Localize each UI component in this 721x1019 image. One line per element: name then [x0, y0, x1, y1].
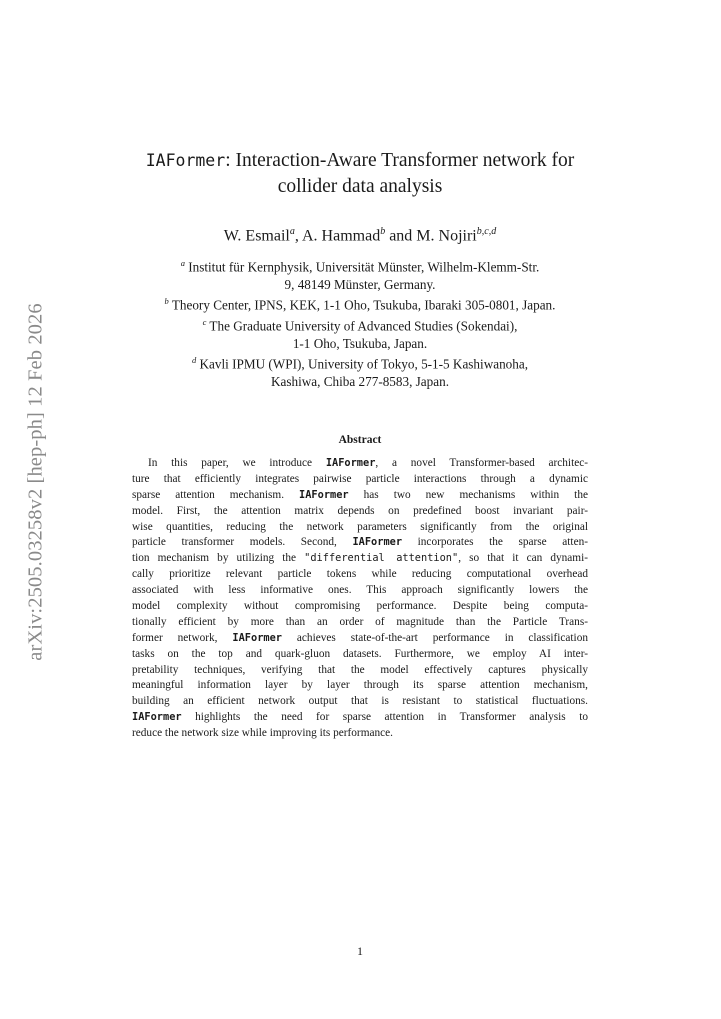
- affiliation-list: [100, 255, 620, 390]
- abstract-line: cally prioritize relevant particle tokens while reducing computational overhead: [132, 568, 588, 581]
- affiliation-c-cont: 1-1 Oho, Tsukuba, Japan.: [292, 335, 428, 351]
- abstract-line: model. First, the attention matrix depends on predefined boost invariant pair-: [132, 504, 588, 517]
- author-separator: ,: [294, 227, 302, 245]
- abstract-text: In this paper, we introduce: [148, 457, 326, 469]
- abstract-model-name: IAFormer: [299, 488, 349, 501]
- abstract-line: wise quantities, reducing the network parameters significantly from the original: [132, 520, 588, 533]
- abstract-line: [132, 456, 588, 472]
- affiliation-mark: b: [164, 296, 169, 307]
- affiliation-a: [100, 255, 620, 276]
- author-list: [120, 221, 600, 247]
- affiliation-text: Institut für Kernphysik, Universität Münster, Wilhelm-Klemm-Str.: [184, 259, 540, 275]
- abstract-text: tion mechanism by utilizing the: [132, 552, 305, 565]
- abstract-text: particle transformer models. Second,: [132, 536, 353, 549]
- abstract-text: has two new mechanisms within the: [348, 488, 588, 501]
- abstract-text: achieves state-of-the-art performance in classification: [282, 631, 588, 644]
- abstract-line: ture that efficiently integrates pairwise particle interactions through a dynamic: [132, 472, 588, 485]
- affiliation-text: The Graduate University of Advanced Studies (Sokendai),: [206, 318, 518, 334]
- author-name: M. Nojiri: [416, 227, 477, 245]
- affiliation-text: Theory Center, IPNS, KEK, 1-1 Oho, Tsukuba, Ibaraki 305-0801, Japan.: [168, 297, 556, 313]
- abstract-text: former network,: [132, 631, 233, 644]
- author-affiliation-mark: b: [380, 226, 386, 237]
- affiliation-d-cont: Kashiwa, Chiba 277-8583, Japan.: [271, 374, 449, 389]
- affiliation-text: Kavli IPMU (WPI), University of Tokyo, 5-1-5 Kashiwanoha,: [196, 356, 529, 372]
- title-model-name: IAFormer: [145, 151, 226, 170]
- abstract-line: [132, 631, 588, 647]
- abstract-line: tionally efficient by more than an order of magnitude than the Particle Trans-: [132, 615, 588, 628]
- author-name: A. Hammad: [301, 227, 381, 245]
- paper-title: [120, 148, 600, 200]
- affiliation-mark: c: [202, 317, 207, 327]
- title-line-1: [120, 148, 600, 174]
- abstract-text: highlights the need for sparse attention in Transformer analysis to: [181, 711, 588, 724]
- author-name: W. Esmail: [223, 227, 290, 245]
- affiliation-b: [100, 293, 620, 314]
- abstract-text: , so that it can dynami-: [458, 552, 588, 565]
- abstract-text: incorporates the sparse atten-: [402, 536, 588, 549]
- author-affiliation-mark: a: [289, 226, 295, 237]
- abstract-model-name: IAFormer: [132, 711, 182, 724]
- author-affiliation-mark: b,c,d: [476, 226, 497, 237]
- abstract-line: pretability techniques, verifying that the model effectively captures physically: [132, 663, 588, 676]
- affiliation-d: [100, 352, 620, 373]
- abstract-line: [132, 710, 588, 726]
- abstract-line: building an efficient network output that is resistant to statistical fluctuations.: [132, 695, 588, 708]
- abstract-line: [132, 535, 588, 551]
- abstract-heading: Abstract: [338, 434, 382, 446]
- arxiv-identifier-stamp: arXiv:2505.03258v2 [hep-ph] 12 Feb 2026: [24, 303, 47, 661]
- title-line-2: collider data analysis: [277, 176, 443, 197]
- affiliation-mark: d: [191, 355, 197, 366]
- abstract-model-name: IAFormer: [352, 536, 403, 549]
- abstract-line: [132, 551, 588, 567]
- page-number: 1: [357, 944, 363, 958]
- abstract-model-name: IAFormer: [325, 457, 376, 469]
- abstract-line: meaningful information layer by layer through its sparse attention mechanism,: [132, 679, 588, 692]
- author-separator: and: [385, 227, 417, 245]
- abstract-line: model complexity without compromising performance. Despite being computa-: [132, 600, 588, 613]
- abstract-line: tasks on the top and quark-gluon datasets. Furthermore, we employ AI inter-: [132, 647, 588, 660]
- title-text-1: : Interaction-Aware Transformer network for: [225, 150, 575, 171]
- abstract-body: [132, 456, 588, 742]
- abstract-text: sparse attention mechanism.: [132, 488, 300, 501]
- abstract-text: , a novel Transformer-based architec-: [375, 457, 588, 469]
- abstract-line: reduce the network size while improving its performance.: [132, 727, 393, 740]
- abstract-model-name: IAFormer: [232, 631, 282, 644]
- abstract-line: [132, 488, 588, 504]
- affiliation-mark: a: [180, 258, 185, 268]
- abstract-quoted-term: "differential attention": [304, 552, 459, 565]
- affiliation-a-cont: 9, 48149 Münster, Germany.: [284, 276, 436, 292]
- affiliation-c: [100, 314, 620, 335]
- abstract-line: associated with less informative ones. This approach significantly lowers the: [132, 584, 588, 597]
